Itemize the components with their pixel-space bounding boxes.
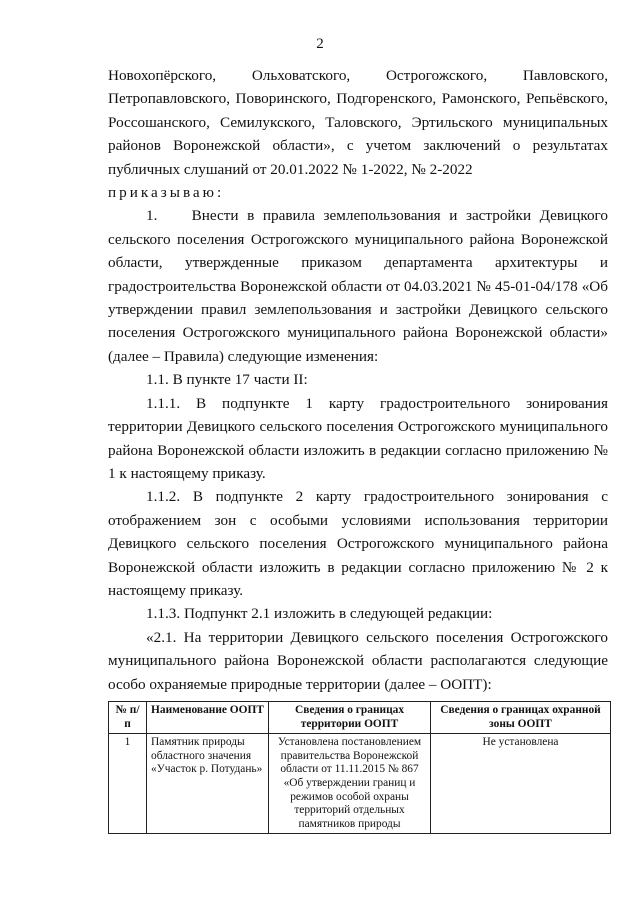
header-name: Наименование ООПТ xyxy=(147,702,269,734)
paragraph-item-1-1-2: 1.1.2. В подпункте 2 карту градостроительного зонирования с отображением зон с особыми условиями использования территории Девицкого сельского поселения Острогожского муниципального района Воронежской области изложить в редакции согласно приложению № 2 к настоящему приказу. xyxy=(108,488,608,599)
cell-name: Памятник природы областного значения «Участок р. Потудань» xyxy=(147,734,269,834)
cell-number: 1 xyxy=(109,734,147,834)
cell-zone: Не установлена xyxy=(431,734,611,834)
table-row xyxy=(109,734,611,834)
oopt-table xyxy=(108,701,611,834)
header-number: № п/п xyxy=(109,702,147,734)
page-number: 2 xyxy=(316,36,324,52)
table-header-row xyxy=(109,702,611,734)
paragraph-order: приказываю: xyxy=(108,184,225,202)
paragraph-item-1-1-1: 1.1.1. В подпункте 1 карту градостроительного зонирования территории Девицкого сельского поселения Острогожского муниципального района Воронежской области изложить в редакции согласно приложению № 1 к настоящему приказу. xyxy=(108,394,608,482)
header-zone: Сведения о границах охранной зоны ООПТ xyxy=(431,702,611,734)
cell-territory: Установлена постановлением правительства Воронежской области от 11.11.2015 № 867 «Об утверждении границ и режимов особой охраны территорий отдельных памятников природы xyxy=(269,734,431,834)
paragraph-item-1: 1. Внести в правила землепользования и застройки Девицкого сельского поселения Острогожского муниципального района Воронежской области, утвержденные приказом департамента архитектуры и градостроительства Воронежской области от 04.03.2021 № 45-01-04/178 «Об утверждении правил землепользования и застройки Девицкого сельского поселения Острогожского муниципального района Воронежской области» (далее – Правила) следующие изменения: xyxy=(108,207,608,365)
paragraph-item-1-1-3: 1.1.3. Подпункт 2.1 изложить в следующей редакции: xyxy=(146,605,493,623)
paragraph-item-1-1: 1.1. В пункте 17 части II: xyxy=(146,371,308,389)
body-text xyxy=(108,64,608,696)
paragraph-intro: Новохопёрского, Ольховатского, Острогожского, Павловского, Петропавловского, Поворинского, Подгоренского, Рамонского, Репьёвского, Россошанского, Семилукского, Таловского, Эртильского муниципальных районов Воронежской области», с учетом заключений о результатах публичных слушаний от 20.01.2022 № 1-2022, № 2-2022 xyxy=(108,67,608,178)
paragraph-item-2-1: «2.1. На территории Девицкого сельского поселения Острогожского муниципального района Воронежской области располагаются следующие особо охраняемые природные территории (далее – ООПТ): xyxy=(108,628,608,693)
header-territory: Сведения о границах территории ООПТ xyxy=(269,702,431,734)
